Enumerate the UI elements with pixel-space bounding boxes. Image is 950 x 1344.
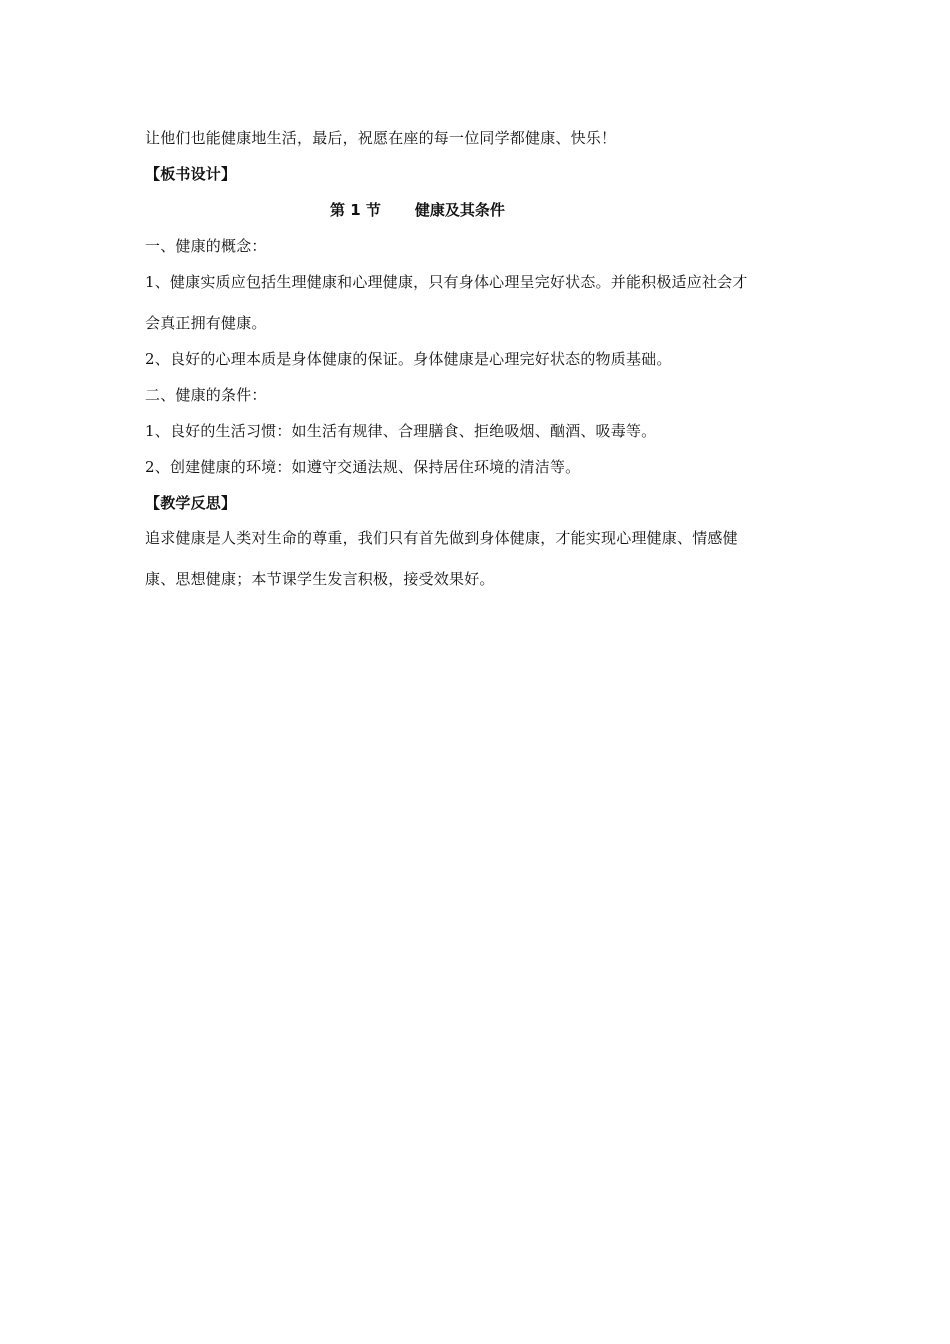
board-design-title xyxy=(330,200,505,220)
board-design-heading: 【板书设计】 xyxy=(145,165,237,183)
concept-heading: 一、健康的概念： xyxy=(145,237,267,255)
conditions-heading: 二、健康的条件： xyxy=(145,386,267,404)
concept-item-1-line-2: 会真正拥有健康。 xyxy=(145,314,267,332)
reflection-line-2: 康、思想健康；本节课学生发言积极，接受效果好。 xyxy=(145,570,495,588)
conditions-item-1: 1、良好的生活习惯：如生活有规律、合理膳食、拒绝吸烟、酗酒、吸毒等。 xyxy=(145,422,657,440)
section-title: 健康及其条件 xyxy=(414,201,505,219)
concept-item-1-line-1: 1、健康实质应包括生理健康和心理健康，只有身体心理呈完好状态。并能积极适应社会才 xyxy=(145,273,748,291)
intro-paragraph-line: 让他们也能健康地生活，最后，祝愿在座的每一位同学都健康、快乐！ xyxy=(145,129,617,147)
section-number: 第 1 节 xyxy=(330,201,381,219)
conditions-item-2: 2、创建健康的环境：如遵守交通法规、保持居住环境的清洁等。 xyxy=(145,458,581,476)
concept-item-2: 2、良好的心理本质是身体健康的保证。身体健康是心理完好状态的物质基础。 xyxy=(145,350,672,368)
reflection-heading: 【教学反思】 xyxy=(145,494,237,512)
reflection-line-1: 追求健康是人类对生命的尊重，我们只有首先做到身体健康，才能实现心理健康、情感健 xyxy=(145,529,738,547)
